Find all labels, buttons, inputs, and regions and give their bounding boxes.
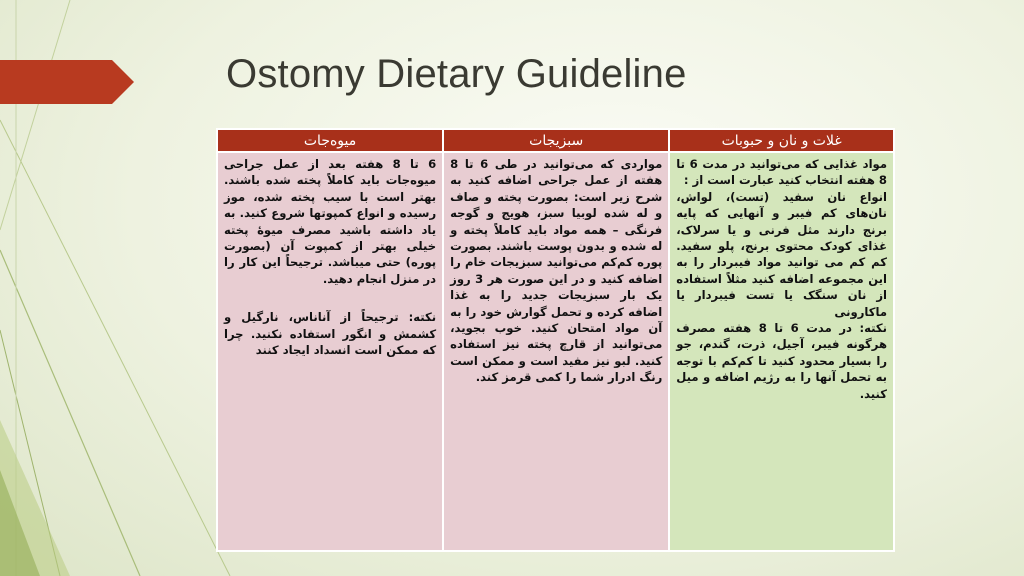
vegetables-text: مواردی که می‌توانید در طی 6 تا 8 هفته از عمل جراحی اضافه کنید به شرح زیر است: بصورت پخته و صاف و له شده لوبیا سبز، هویج و گوجه فرنگی – همه مواد باید کاملاً پخته و له شده و بدون پوست باشند. بصورت پوره کم‌کم می‌توانید سبزیجات خام را اضافه کنید و در این صورت هر 3 روز یک بار سبزیجات جدید را به غذا اضافه کرده و تحمل گوارش خود را به آن مواد امتحان کنید. خوب بجوید، می‌توانید از قارچ پخته نیز استفاده کنید. لبو نیز مفید است و ممکن است رنگ ادرار شما را کمی قرمز کند. [450,157,663,385]
table-header-row [217,129,894,152]
header-grains: غلات و نان و حبوبات [669,129,894,152]
slide-title: Ostomy Dietary Guideline [226,52,687,96]
cell-fruits [217,152,443,551]
table-row [217,152,894,551]
grains-note: نکته: در مدت 6 تا 8 هفته مصرف هرگونه فیبر، آجیل، ذرت، گندم، جو را بسیار محدود کنید تا کم‌کم با توجه به تحمل آنها را به رژیم اضافه و میل کنید. [676,321,887,401]
cell-grains [669,152,894,551]
accent-arrow-tab [0,60,134,104]
fruits-note: نکته: ترجیحاً از آناناس، نارگیل و کشمش و انگور استفاده نکنید. چرا که ممکن است انسداد ایجاد کنند [224,310,437,358]
header-vegetables: سبزیجات [443,129,669,152]
fruits-text: 6 تا 8 هفته بعد از عمل جراحی میوه‌جات باید کاملاً پخته شده باشند. بهتر است با سیب پخته شده، موز رسیده و انواع کمپوتها شروع کنید. به یاد داشته باشید مصرف میوهٔ پخته خیلی بهتر از کمپوت آن (بصورت پوره) حتی میباشد. ترجیحاً این کار را در منزل انجام دهید. [224,157,437,286]
diet-table [216,128,895,552]
grains-items: انواع نان سفید (تست)، لواش، نان‌های کم فیبر و آنهایی که پایه برنج دارند مثل فرنی و یا سرلاک، غذای کودک محتوی برنج، پلو سفید. کم کم می توانید مواد فیبردار را به این مجموعه اضافه کنید مثلاً استفاده از نان سنگک یا تست فیبردار یا ماکارونی [676,189,887,319]
grains-intro: مواد غذایی که می‌توانید در مدت 6 تا 8 هفته انتخاب کنید عبارت است از : [676,157,887,188]
header-fruits: میوه‌جات [217,129,443,152]
cell-vegetables [443,152,669,551]
